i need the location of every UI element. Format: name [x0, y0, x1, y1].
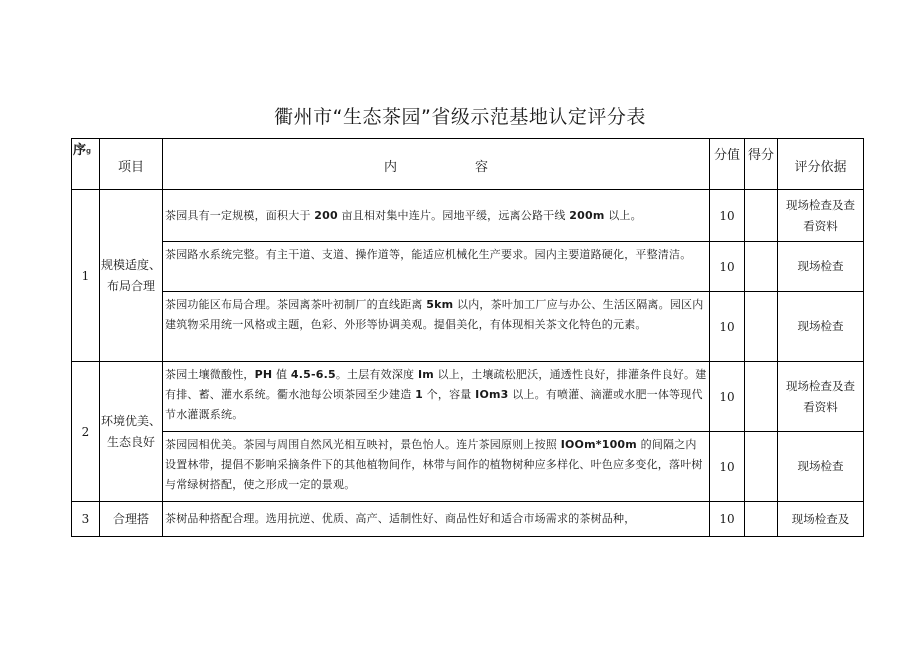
content-cell: 茶树品种搭配合理。选用抗逆、优质、高产、适制性好、商品性好和适合市场需求的茶树品种，	[163, 502, 710, 537]
item-cell	[100, 190, 163, 362]
header-content	[163, 139, 710, 190]
item-line: 生态良好	[106, 434, 155, 449]
basis-cell: 现场检查	[778, 292, 864, 362]
row-number: 2	[72, 362, 100, 502]
item-line: 环境优美、	[100, 413, 161, 428]
got-cell[interactable]	[745, 190, 778, 242]
score-value: 10	[710, 292, 745, 362]
basis-cell: 现场检查及	[778, 502, 864, 537]
table-row	[72, 190, 864, 242]
item-cell	[100, 362, 163, 502]
table-row	[72, 362, 864, 432]
scoring-table	[71, 138, 864, 537]
got-cell[interactable]	[745, 502, 778, 537]
table-header-row	[72, 139, 864, 190]
score-value: 10	[710, 502, 745, 537]
content-cell: 茶园园相优美。茶园与周围自然风光相互映衬，景色怡人。连片茶园原则上按照 IOOm*100m 的间隔之内设置林带，提倡不影响采摘条件下的其他植物间作，林带与间作的植物树种应多样化、叶色应多变化，落叶树与常绿树搭配，使之形成一定的景观。	[163, 432, 710, 502]
got-cell[interactable]	[745, 242, 778, 292]
header-score: 分值	[710, 139, 745, 190]
table-row	[72, 502, 864, 537]
score-value: 10	[710, 362, 745, 432]
page-title: 衢州市“生态茶园”省级示范基地认定评分表	[274, 106, 646, 128]
basis-cell: 现场检查及查 看资料	[778, 190, 864, 242]
header-content-b: 容	[475, 160, 489, 175]
row-number: 1	[72, 190, 100, 362]
header-got: 得分	[745, 139, 778, 190]
header-seq-label: 序	[73, 143, 87, 158]
content-cell: 茶园路水系统完整。有主干道、支道、操作道等，能适应机械化生产要求。园内主要道路硬化，平整清洁。	[163, 242, 710, 292]
header-basis: 评分依据	[778, 139, 864, 190]
header-content-a: 内	[383, 160, 397, 175]
basis-cell: 现场检查及查 看资料	[778, 362, 864, 432]
table-row	[72, 242, 864, 292]
got-cell[interactable]	[745, 292, 778, 362]
content-cell: 茶园具有一定规模，面积大于 200 亩且相对集中连片。园地平缓，远离公路干线 200m 以上。	[163, 190, 710, 242]
table-row	[72, 432, 864, 502]
header-seq-mark: g	[86, 147, 92, 155]
item-line: 规模适度、	[100, 257, 161, 272]
header-seq	[72, 139, 100, 190]
table-row	[72, 292, 864, 362]
basis-cell: 现场检查	[778, 432, 864, 502]
header-item: 项目	[100, 139, 163, 190]
item-cell: 合理搭	[100, 502, 163, 537]
got-cell[interactable]	[745, 432, 778, 502]
content-cell: 茶园土壤微酸性，PH 值 4.5-6.5。土层有效深度 Im 以上，土壤疏松肥沃，通透性良好，排灌条件良好。建有排、蓄、灌水系统。衢水池每公顷茶园至少建造 1 个，容量 IOm3 以上。有喷灌、滴灌或水肥一体等现代节水灌溉系统。	[163, 362, 710, 432]
basis-cell: 现场检查	[778, 242, 864, 292]
item-line: 布局合理	[106, 278, 155, 293]
score-value: 10	[710, 190, 745, 242]
score-value: 10	[710, 432, 745, 502]
got-cell[interactable]	[745, 362, 778, 432]
score-value: 10	[710, 242, 745, 292]
row-number: 3	[72, 502, 100, 537]
content-cell: 茶园功能区布局合理。茶园离茶叶初制厂的直线距离 5km 以内，茶叶加工厂应与办公、生活区隔离。园区内建筑物采用统一风格或主题，色彩、外形等协调美观。提倡美化，有体现相关茶文化特色的元素。	[163, 292, 710, 362]
